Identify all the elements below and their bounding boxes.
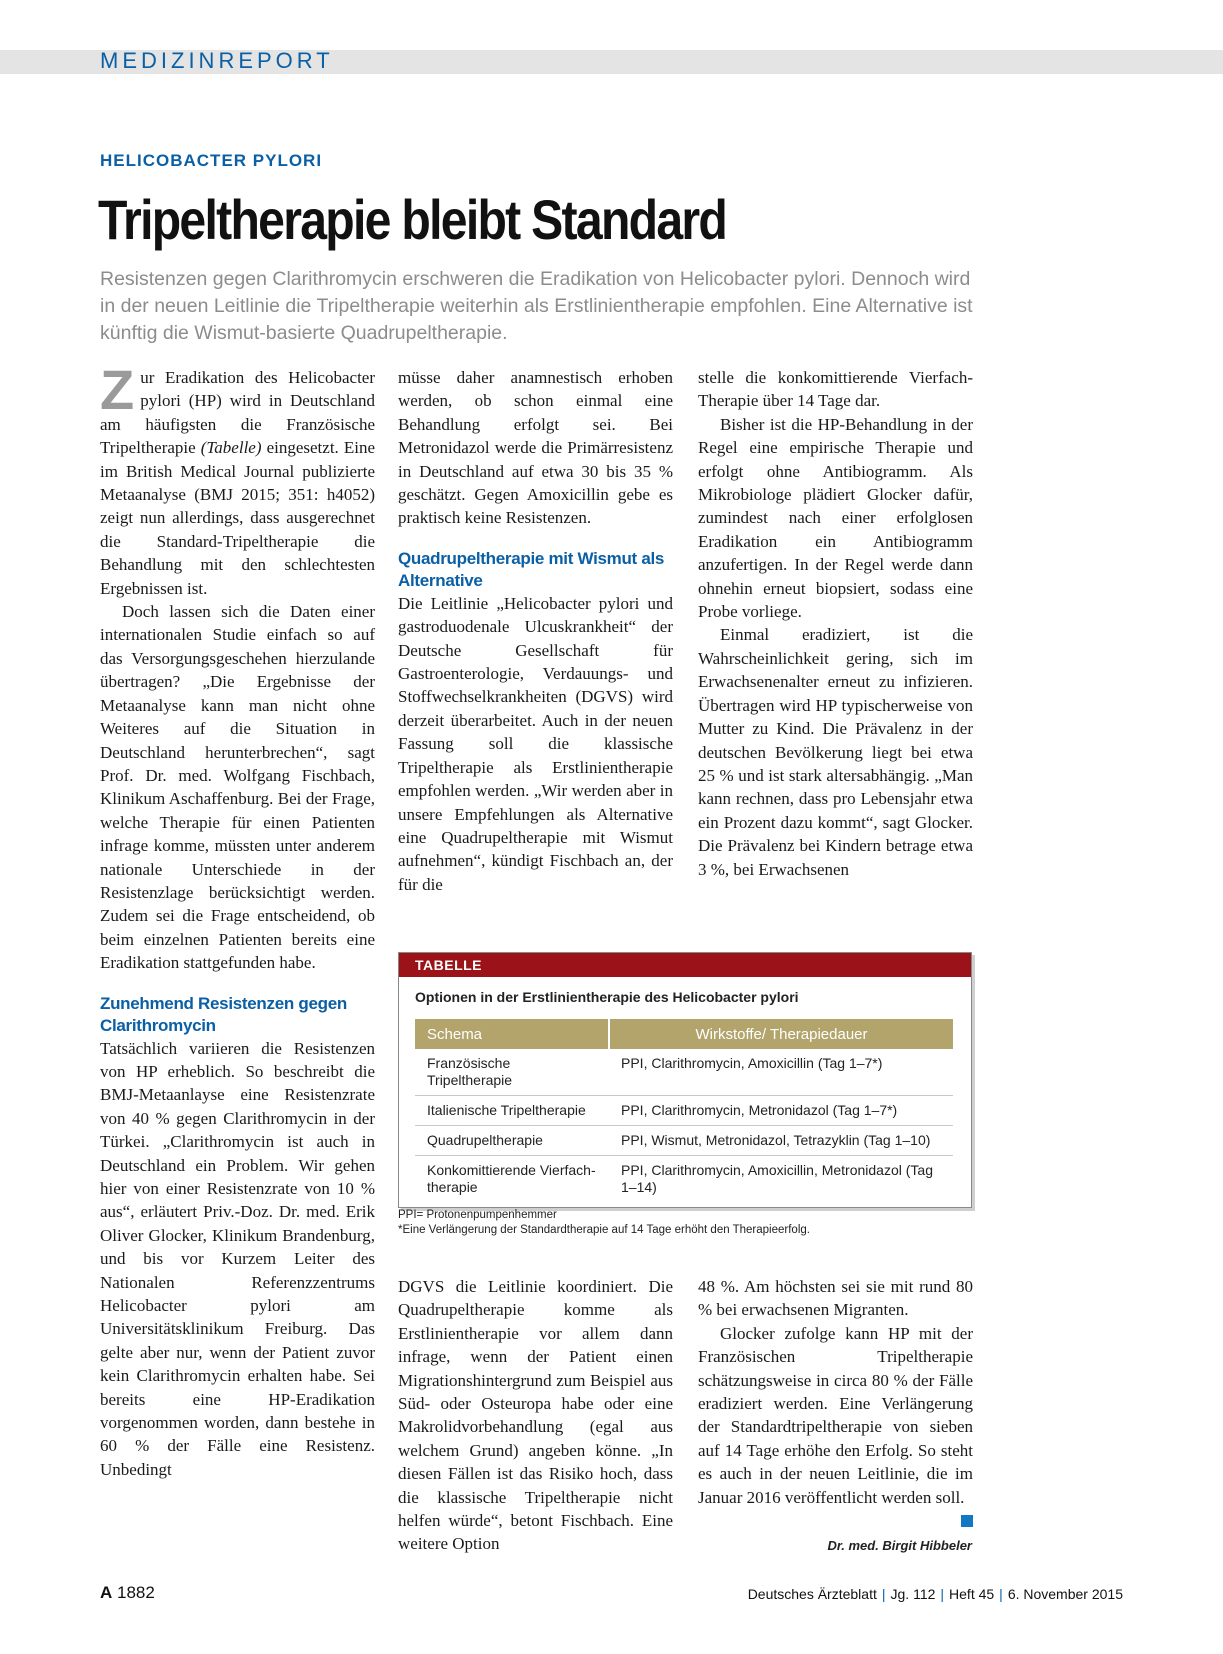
- table-cell-schema: Konkomittierende Vierfach-therapie: [427, 1162, 596, 1195]
- col3-bottom-paragraph-1: 48 %. Am höchsten sei sie mit rund 80 % bei erwachsenen Migranten.: [698, 1277, 973, 1320]
- table-cell-schema: Französische Tripeltherapie: [415, 1049, 609, 1096]
- article-title: Tripeltherapie bleibt Standard: [98, 188, 727, 251]
- table-cell-wirkstoffe: PPI, Clarithromycin, Amoxicillin (Tag 1–7*): [609, 1049, 953, 1096]
- table-footnotes: [398, 1208, 810, 1238]
- table-row: [415, 1049, 953, 1096]
- col1-text-a: ur Eradikation des Helicobacter pylori (HP) wird in Deutschland am häufigsten die Französische Tripeltherapie: [100, 368, 375, 458]
- table-row: [415, 1096, 953, 1126]
- table-header-schema: Schema: [415, 1019, 609, 1049]
- col2-paragraph-1: müsse daher anamnestisch erhoben werden, ob schon einmal eine Behandlung erfolgt sei. Bei Metronidazol werde die Primärresistenz in Deutschland auf etwa 30 bis 35 % geschätzt. Gegen Amoxicillin gebe es praktisch keine Resistenzen.: [398, 368, 673, 528]
- table-label: TABELLE: [399, 953, 971, 977]
- page-number-value: 1882: [117, 1583, 155, 1602]
- therapy-table-box: [398, 952, 972, 1208]
- subheading-quadrupel: Quadrupeltherapie mit Wismut als Alternative: [398, 548, 665, 590]
- journal-footer: [748, 1586, 1123, 1602]
- table-footnote-extension: *Eine Verlängerung der Standardtherapie auf 14 Tage erhöht den Therapieerfolg.: [398, 1224, 810, 1236]
- table-row: [415, 1126, 953, 1156]
- footer-separator: |: [999, 1586, 1003, 1602]
- col2-bottom-paragraph: DGVS die Leitlinie koordiniert. Die Quadrupeltherapie komme als Erstlinientherapie vor allem dann infrage, wenn der Patient einen Migrationshintergrund zum Beispiel aus Süd- oder Osteuropa habe oder eine Makrolidvorbehandlung (egal aus welchem Grund) angeben könne. „In diesen Fällen ist das Risiko hoch, dass die klassische Tripeltherapie nicht helfen würde“, betont Fischbach. Eine weitere Option: [398, 1277, 673, 1554]
- journal-issue: Heft 45: [949, 1586, 995, 1602]
- col2-paragraph-2: Die Leitlinie „Helicobacter pylori und gastroduodenale Ulcuskrankheit“ der Deutsche Gesellschaft für Gastroenterologie, Verdauungs- und Stoffwechselkrankheiten (DGVS) wird derzeit überarbeitet. Auch in der neuen Fassung soll die klassische Tripeltherapie als Erstlinientherapie empfohlen werden. „Wir werden aber in unsere Empfehlungen als Alternative eine Quadrupeltherapie mit Wismut aufnehmen“, kündigt Fischbach an, der für die: [398, 593, 673, 894]
- subheading-resistenzen: Zunehmend Resistenzen gegen Clarithromycin: [100, 993, 347, 1035]
- table-cell-wirkstoffe: PPI, Wismut, Metronidazol, Tetrazyklin (Tag 1–10): [609, 1126, 953, 1156]
- table-cell-schema: Italienische Tripeltherapie: [415, 1096, 609, 1126]
- footer-separator: |: [881, 1586, 886, 1602]
- drop-cap: Z: [100, 358, 135, 421]
- article-lead: Resistenzen gegen Clarithromycin erschweren die Eradikation von Helicobacter pylori. Dennoch wird in der neuen Leitlinie die Tripeltherapie weiterhin als Erstlinientherapie empfohlen. Eine Alternative ist künftig die Wismut-basierte Quadrupeltherapie.: [100, 268, 973, 344]
- article-author: Dr. med. Birgit Hibbeler: [827, 1538, 972, 1553]
- footer-separator: |: [940, 1586, 945, 1602]
- table-cell-schema: Quadrupeltherapie: [415, 1126, 609, 1156]
- table-cell-wirkstoffe: PPI, Clarithromycin, Amoxicillin, Metronidazol (Tag 1–14): [621, 1162, 933, 1195]
- column-3-bottom: [698, 1275, 973, 1527]
- col1-paragraph-3: Tatsächlich variieren die Resistenzen von HP erheblich. So beschreibt die BMJ-Metaanlayse eine Resistenzrate von 40 % gegen Clarithromycin in der Türkei. „Clarithromycin ist auch in Deutschland ein Problem. Wir gehen hier von einer Resistenzrate von 10 % aus“, erläutert Priv.-Doz. Dr. med. Erik Oliver Glocker, Klinikum Brandenburg, und bis vor Kurzem Leiter des Nationalen Referenzzentrums Helicobacter pylori am Universitätsklinikum Freiburg. Das gelte aber nur, wenn der Patient zuvor kein Clarithromycin erhalten habe. Sei bereits eine HP-Eradikation vorgenommen worden, dann bestehe in 60 % der Fälle eine Resistenz. Unbedingt: [100, 1038, 375, 1479]
- journal-date: 6. November 2015: [1007, 1586, 1123, 1602]
- end-of-article-mark: [961, 1515, 973, 1527]
- column-2-top: [398, 366, 673, 896]
- col3-bottom-paragraph-2: [698, 1322, 973, 1509]
- table-header-wirkstoffe: Wirkstoffe/ Therapiedauer: [609, 1019, 953, 1049]
- table-header-row: [415, 1019, 953, 1049]
- column-2-bottom: [398, 1275, 673, 1556]
- table-caption: Optionen in der Erstlinientherapie des Helicobacter pylori: [415, 989, 799, 1005]
- table-reference: (Tabelle): [200, 438, 262, 458]
- article-kicker: HELICOBACTER PYLORI: [100, 151, 323, 170]
- col3-paragraph-3: Einmal eradiziert, ist die Wahrscheinlichkeit gering, sich im Erwachsenenalter erneut zu infizieren. Übertragen wird HP typischerweise von Mutter zu Kind. Die Prävalenz in der deutschen Bevölkerung liegt bei etwa 25 % und ist stark altersabhängig. „Man kann rechnen, dass pro Lebensjahr etwa ein Prozent dazu kommt“, sagt Glocker. Die Prävalenz bei Kindern betrage etwa 3 %, bei Erwachsenen: [698, 625, 973, 879]
- col1-paragraph-2: Doch lassen sich die Daten einer internationalen Studie einfach so auf das Versorgungsgeschehen hierzulande übertragen? „Die Ergebnisse der Metaanalyse kann man nicht ohne Weiteres auf die Situation in Deutschland herunterbrechen“, sagt Prof. Dr. med. Wolfgang Fischbach, Klinikum Aschaffenburg. Bei der Frage, welche Therapie für einen Patienten infrage komme, müssten unter anderem nationale Unterschiede in der Resistenzlage berücksichtigt werden. Zudem sei die Frage entscheidend, ob beim einzelnen Patienten bereits eine Eradikation stattgefunden habe.: [100, 602, 375, 973]
- col3-paragraph-2: Bisher ist die HP-Behandlung in der Regel eine empirische Therapie und erfolgt ohne Antibiogramm. Als Mikrobiologe plädiert Glocker dafür, zumindest nach einer erfolglosen Eradikation ein Antibiogramm anzufertigen. In der Regel werde dann ohnehin erneut biopsiert, sodass eine Probe vorliege.: [698, 414, 973, 622]
- page-number: [100, 1583, 155, 1603]
- column-3-top: [698, 366, 973, 881]
- page-prefix: A: [100, 1583, 113, 1602]
- table-footnote-ppi: PPI= Protonenpumpenhemmer: [398, 1209, 557, 1221]
- col1-text-b: eingesetzt. Eine im British Medical Journal publizierte Metaanalyse (BMJ 2015; 351: h4052) zeigt nun allerdings, dass ausgerechnet die Standard-Tripeltherapie die Behandlung mit den schlechtesten Ergebnissen ist.: [100, 438, 375, 598]
- col3-paragraph-1: stelle die konkomittierende Vierfach-Therapie über 14 Tage dar.: [698, 368, 973, 411]
- journal-volume: Jg. 112: [890, 1586, 936, 1602]
- therapy-table: [415, 1019, 953, 1202]
- section-label: MEDIZINREPORT: [100, 48, 334, 73]
- column-1: [100, 358, 375, 1481]
- col3-bottom-text: Glocker zufolge kann HP mit der Französischen Tripeltherapie schätzungsweise in circa 80 % der Fälle eradiziert werden. Eine Verlängerung der Standardtripeltherapie von sieben auf 14 Tage erhöhe den Erfolg. So steht es auch in der neuen Leitlinie, die im Januar 2016 veröffentlicht werden soll.: [698, 1323, 973, 1507]
- col1-paragraph-1: [100, 358, 375, 600]
- table-cell-wirkstoffe: PPI, Clarithromycin, Metronidazol (Tag 1–7*): [609, 1096, 953, 1126]
- table-row: [415, 1156, 953, 1203]
- journal-name: Deutsches Ärzteblatt: [747, 1586, 877, 1602]
